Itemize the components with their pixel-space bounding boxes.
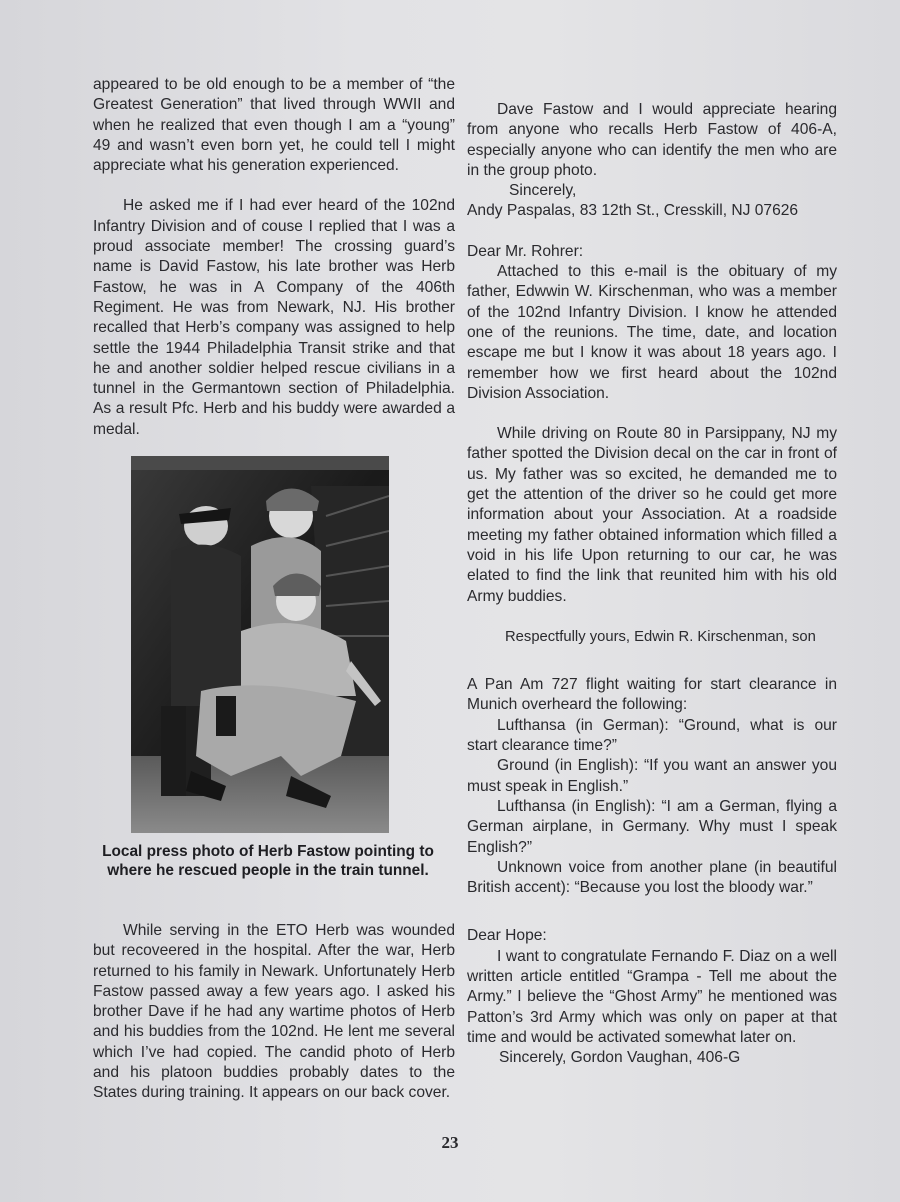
left-column-lower (93, 921, 455, 1104)
letter3-signature: Sincerely, Gordon Vaughan, 406-G (499, 1049, 741, 1067)
left-column (93, 75, 455, 440)
joke-line-1: Lufthansa (in German): “Ground, what is our start clearance time?” (467, 716, 837, 755)
letter3-salutation: Dear Hope: (467, 927, 547, 945)
letter2-paragraph-1: Attached to this e-mail is the obituary of my father, Edwwin W. Kirschenman, who was a member of the 102nd Infantry Division. I know he attended one of the reunions. The time, date, and location escape me but I know it was about 18 years ago. I remember how we first heard about the 102nd Division Association. (467, 263, 837, 402)
left-paragraph-2: He asked me if I had ever heard of the 102nd Infantry Division and of couse I replied that I was a proud associate member! The crossing guard’s name is David Fastow, his late brother was Herb Fastow, he was in A Company of the 406th Regiment. He was from Newark, NJ. His brother recalled that Herb’s company was assigned to help settle the 1944 Philadelphia Transit strike and that he and another soldier helped rescue civilians in a tunnel in the Germantown section of Philadelphia. As a result Pfc. Herb and his buddy were awarded a medal. (93, 197, 455, 438)
press-photo (131, 456, 389, 833)
photo-caption: Local press photo of Herb Fastow pointing to where he rescued people in the train tunnel. (102, 843, 434, 879)
letter3-body: I want to congratulate Fernando F. Diaz on a well written article entitled “Grampa - Tell me about the Army.” I believe the “Ghost Army” he mentioned was Patton’s 3rd Army which was only on paper at that time and would be activated somewhat later on. (467, 947, 837, 1046)
page-number: 23 (441, 1133, 459, 1152)
letter2-salutation: Dear Mr. Rohrer: (467, 242, 584, 260)
left-paragraph-3: While serving in the ETO Herb was wounded but recoveered in the hospital. After the war, Herb returned to his family in Newark. Unfortunately Herb Fastow passed away a few years ago. I asked his brother Dave if he had any wartime photos of Herb and his buddies from the 102nd. He lent me several which I’ve had copied. The candid photo of Herb and his platoon buddies probably dates to the States during training. It appears on our back cover. (93, 922, 455, 1102)
joke-line-3: Lufthansa (in English): “I am a German, flying a German airplane, in Germany. Why must I speak English?” (467, 797, 837, 856)
press-photo-image (131, 456, 389, 833)
letter1-body: Dave Fastow and I would appreciate hearing from anyone who recalls Herb Fastow of 406-A, especially anyone who can identify the men who are in the group photo. (467, 101, 837, 179)
joke-line-4: Unknown voice from another plane (in beautiful British accent): “Because you lost the bloody war.” (467, 858, 837, 897)
joke-line-2: Ground (in English): “If you want an answer you must speak in English.” (467, 757, 837, 795)
letter1-signature: Andy Paspalas, 83 12th St., Cresskill, NJ 07626 (467, 202, 799, 220)
joke-intro: A Pan Am 727 flight waiting for start clearance in Munich overheard the following: (467, 676, 837, 714)
letter2-signature: Respectfully yours, Edwin R. Kirschenman, son (505, 628, 816, 645)
letter1-closing: Sincerely, (509, 182, 577, 200)
left-paragraph-1: appeared to be old enough to be a member of “the Greatest Generation” that lived through WWII and when he realized that even though I am a “young” 49 and wasn’t even born yet, he could tell I might appreciate what his generation experienced. (93, 76, 455, 175)
letter2-paragraph-2: While driving on Route 80 in Parsippany, NJ my father spotted the Division decal on the car in front of us. My father was so excited, he demanded me to get the attention of the driver so he could get more information about your Association. At a roadside meeting my father obtained information which filled a void in his life Upon returning to our car, he was elated to find the link that reunited him with his old Army buddies. (467, 425, 837, 605)
right-column (467, 100, 837, 1068)
